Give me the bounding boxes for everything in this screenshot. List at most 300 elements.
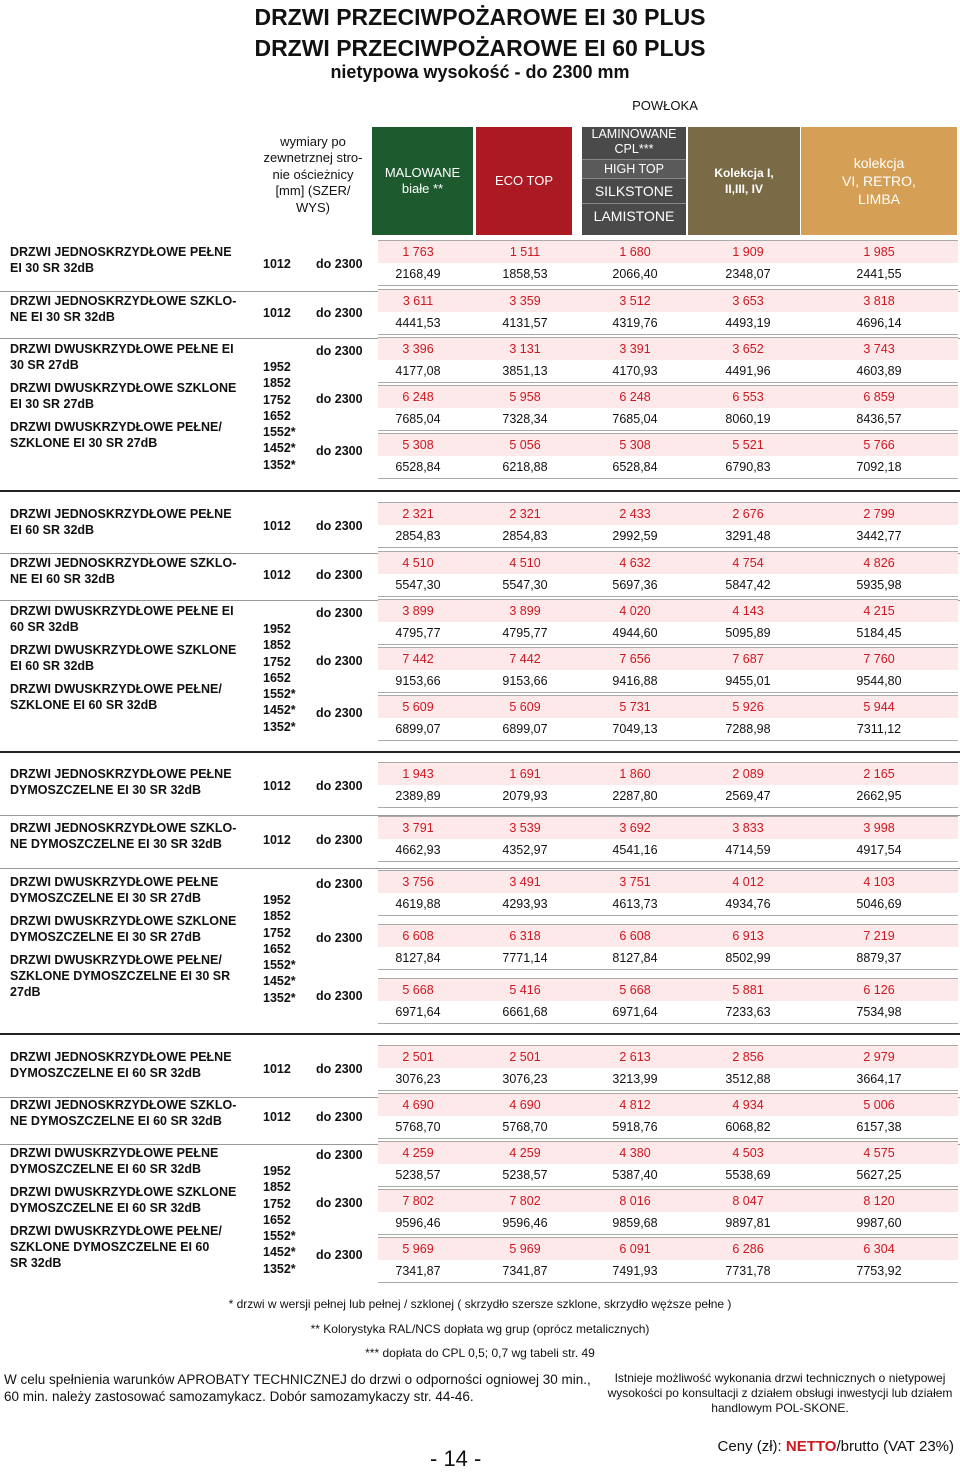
footer-note-left: W celu spełnienia warunków APROBATY TECHNICZNEJ do drzwi o odporności ogniowej 30 min., 60 min. należy zastosować samozamykacz. Dobór samozamykaczy str. 44-46. xyxy=(4,1372,591,1404)
gross-price-row xyxy=(378,1116,958,1139)
net-price: 3 611 xyxy=(402,294,434,308)
net-price: 3 998 xyxy=(863,821,895,835)
net-price: 8 016 xyxy=(619,1194,651,1208)
net-price: 2 856 xyxy=(732,1050,764,1064)
door-height: do 2300 xyxy=(316,1248,363,1262)
product-description-line xyxy=(10,674,246,681)
product-description xyxy=(10,341,246,451)
net-price-row xyxy=(378,816,958,839)
gross-price: 2389,89 xyxy=(395,789,441,803)
gross-price: 6971,64 xyxy=(612,1005,658,1019)
door-width: 1452* xyxy=(263,441,296,456)
product-description-line: DRZWI JEDNOSKRZYDŁOWE PEŁNE xyxy=(10,245,232,259)
gross-price: 3664,17 xyxy=(856,1072,902,1086)
row-divider xyxy=(0,868,960,869)
gross-price: 7233,63 xyxy=(725,1005,771,1019)
net-price: 6 286 xyxy=(732,1242,764,1256)
gross-price: 9859,68 xyxy=(612,1216,658,1230)
net-price: 7 802 xyxy=(509,1194,541,1208)
eco-top-header: ECO TOP xyxy=(476,127,572,235)
door-width: 1752 xyxy=(263,925,291,940)
dims-header-line: wymiary po xyxy=(280,133,346,149)
gross-price: 9544,80 xyxy=(856,674,902,688)
gross-price: 5627,25 xyxy=(856,1168,902,1182)
net-price: 6 859 xyxy=(863,390,895,404)
gross-price: 7491,93 xyxy=(612,1264,658,1278)
net-price: 3 791 xyxy=(402,821,434,835)
net-price: 5 731 xyxy=(619,700,651,714)
gross-price-row xyxy=(378,312,958,335)
door-width: 1652 xyxy=(263,408,291,423)
gross-price-row xyxy=(378,1068,958,1091)
net-price-row xyxy=(378,978,958,1001)
door-height: do 2300 xyxy=(316,833,363,847)
net-price: 1 943 xyxy=(402,767,434,781)
collection-1-header: Kolekcja I, II,III, IV xyxy=(688,127,800,235)
product-description-line xyxy=(10,412,246,419)
net-price-row xyxy=(378,1237,958,1260)
gross-price: 5918,76 xyxy=(612,1120,658,1134)
door-height: do 2300 xyxy=(316,606,363,620)
net-price: 3 743 xyxy=(863,342,895,356)
gross-price: 4944,60 xyxy=(612,626,658,640)
coating-header: POWŁOKA xyxy=(632,98,698,113)
gross-price: 4613,73 xyxy=(612,897,658,911)
product-description xyxy=(10,1145,246,1271)
product-description-line: DRZWI DWUSKRZYDŁOWE SZKLONE xyxy=(10,643,237,657)
gross-price: 2569,47 xyxy=(725,789,771,803)
door-width: 1012 xyxy=(263,568,291,582)
gross-price: 4541,16 xyxy=(612,843,658,857)
net-price: 6 913 xyxy=(732,929,764,943)
door-width: 1012 xyxy=(263,779,291,793)
net-price: 4 215 xyxy=(863,604,895,618)
net-price: 7 802 xyxy=(402,1194,434,1208)
door-width: 1012 xyxy=(263,1110,291,1124)
product-description-line: EI 30 SR 32dB xyxy=(10,261,95,275)
door-width: 1852 xyxy=(263,909,291,924)
product-description-line: DYMOSZCZELNE EI 60 SR 32dB xyxy=(10,1201,202,1215)
gross-price: 5547,30 xyxy=(395,578,441,592)
door-width: 1012 xyxy=(263,519,291,533)
gross-price: 6661,68 xyxy=(502,1005,548,1019)
gross-price: 4319,76 xyxy=(612,316,658,330)
gross-price: 5184,45 xyxy=(856,626,902,640)
gross-price: 8060,19 xyxy=(725,412,771,426)
gross-price-row xyxy=(378,1001,958,1024)
product-description-line xyxy=(10,1216,246,1223)
gross-price: 6790,83 xyxy=(725,460,771,474)
net-price: 4 510 xyxy=(402,556,434,570)
net-price: 3 756 xyxy=(402,875,434,889)
net-price: 5 006 xyxy=(863,1098,895,1112)
net-price: 4 259 xyxy=(509,1146,541,1160)
gross-price: 8879,37 xyxy=(856,951,902,965)
gross-price: 6068,82 xyxy=(725,1120,771,1134)
product-description-line: DRZWI JEDNOSKRZYDŁOWE PEŁNE xyxy=(10,767,232,781)
gross-price: 5538,69 xyxy=(725,1168,771,1182)
gross-price: 9455,01 xyxy=(725,674,771,688)
gross-price: 2168,49 xyxy=(395,267,441,281)
gross-price: 6528,84 xyxy=(395,460,441,474)
product-description-line: DRZWI JEDNOSKRZYDŁOWE SZKLO- xyxy=(10,294,237,308)
net-price: 4 632 xyxy=(619,556,651,570)
gross-price: 4795,77 xyxy=(395,626,441,640)
net-price: 3 899 xyxy=(402,604,434,618)
product-description-line: DRZWI DWUSKRZYDŁOWE PEŁNE/ xyxy=(10,953,222,967)
note-2: ** Kolorystyka RAL/NCS dopłata wg grup (oprócz metalicznych) xyxy=(310,1322,650,1336)
gross-price: 4696,14 xyxy=(856,316,902,330)
gross-price: 2441,55 xyxy=(856,267,902,281)
door-height: do 2300 xyxy=(316,392,363,406)
gross-price: 3291,48 xyxy=(725,529,771,543)
net-price: 6 608 xyxy=(402,929,434,943)
net-price: 3 751 xyxy=(619,875,651,889)
gross-price: 5768,70 xyxy=(395,1120,441,1134)
door-height: do 2300 xyxy=(316,877,363,891)
product-description-line: DRZWI JEDNOSKRZYDŁOWE SZKLO- xyxy=(10,556,237,570)
gross-price: 4293,93 xyxy=(502,897,548,911)
door-width: 1652 xyxy=(263,941,291,956)
net-price: 7 760 xyxy=(863,652,895,666)
door-height: do 2300 xyxy=(316,706,363,720)
net-price: 5 308 xyxy=(402,438,434,452)
gross-price: 9596,46 xyxy=(395,1216,441,1230)
gross-price: 5238,57 xyxy=(502,1168,548,1182)
net-price-row xyxy=(378,1045,958,1068)
net-price: 3 491 xyxy=(509,875,541,889)
door-width: 1952 xyxy=(263,1164,291,1178)
gross-price: 3213,99 xyxy=(612,1072,658,1086)
net-price-row xyxy=(378,924,958,947)
net-price-row xyxy=(378,337,958,360)
net-price: 5 944 xyxy=(863,700,895,714)
net-price: 1 763 xyxy=(402,245,434,259)
net-price-row xyxy=(378,502,958,525)
door-width: 1752 xyxy=(263,392,291,407)
net-price: 4 575 xyxy=(863,1146,895,1160)
product-description-line: SZKLONE EI 60 SR 32dB xyxy=(10,698,158,712)
product-description-line: DRZWI DWUSKRZYDŁOWE PEŁNE xyxy=(10,875,219,889)
net-price: 4 812 xyxy=(619,1098,651,1112)
door-widths xyxy=(263,359,296,473)
net-price: 5 766 xyxy=(863,438,895,452)
product-description xyxy=(10,555,246,587)
gross-price: 9153,66 xyxy=(502,674,548,688)
gross-price: 4491,96 xyxy=(725,364,771,378)
gross-price-row xyxy=(378,718,958,741)
product-description-line: DRZWI JEDNOSKRZYDŁOWE PEŁNE xyxy=(10,1050,232,1064)
gross-price: 8502,99 xyxy=(725,951,771,965)
title-ei60: DRZWI PRZECIWPOŻAROWE EI 60 PLUS xyxy=(254,35,706,61)
net-price: 5 609 xyxy=(402,700,434,714)
net-price: 2 501 xyxy=(402,1050,434,1064)
net-price: 5 969 xyxy=(509,1242,541,1256)
net-price: 4 690 xyxy=(509,1098,541,1112)
product-description-line: 30 SR 27dB xyxy=(10,358,79,372)
gross-price-row xyxy=(378,947,958,970)
gross-price: 4131,57 xyxy=(502,316,548,330)
gross-price: 3442,77 xyxy=(856,529,902,543)
door-height: do 2300 xyxy=(316,989,363,1003)
gross-price: 2079,93 xyxy=(502,789,548,803)
product-description-line: 27dB xyxy=(10,985,41,999)
gross-price: 7753,92 xyxy=(856,1264,902,1278)
product-description-line: DRZWI DWUSKRZYDŁOWE SZKLONE xyxy=(10,914,237,928)
product-description xyxy=(10,244,246,276)
product-description-line: SZKLONE DYMOSZCZELNE EI 60 xyxy=(10,1240,210,1254)
net-price: 6 553 xyxy=(732,390,764,404)
net-price: 3 653 xyxy=(732,294,764,308)
net-price: 1 680 xyxy=(619,245,651,259)
product-description-line: DRZWI DWUSKRZYDŁOWE PEŁNE/ xyxy=(10,682,222,696)
net-price: 4 143 xyxy=(732,604,764,618)
gross-price-row xyxy=(378,360,958,383)
product-description-line xyxy=(10,373,246,380)
net-price: 1 511 xyxy=(509,245,541,259)
door-height: do 2300 xyxy=(316,306,363,320)
net-price: 4 259 xyxy=(402,1146,434,1160)
net-price: 2 799 xyxy=(863,507,895,521)
gross-price: 8127,84 xyxy=(612,951,658,965)
gross-price: 5095,89 xyxy=(725,626,771,640)
gross-price: 4603,89 xyxy=(856,364,902,378)
net-price: 6 248 xyxy=(619,390,651,404)
painted-header: MALOWANE białe ** xyxy=(372,127,473,235)
gross-price: 3076,23 xyxy=(502,1072,548,1086)
net-price: 5 881 xyxy=(732,983,764,997)
product-description-line: DRZWI DWUSKRZYDŁOWE PEŁNE xyxy=(10,1146,219,1160)
door-height: do 2300 xyxy=(316,444,363,458)
door-height: do 2300 xyxy=(316,344,363,358)
door-width: 1352* xyxy=(263,719,296,734)
gross-price: 1858,53 xyxy=(502,267,548,281)
door-width: 1852 xyxy=(263,376,291,391)
door-width: 1352* xyxy=(263,1261,296,1276)
gross-price: 4662,93 xyxy=(395,843,441,857)
net-price: 6 248 xyxy=(402,390,434,404)
note-3: *** dopłata do CPL 0,5; 0,7 wg tabeli str. 49 xyxy=(365,1346,595,1360)
laminated-header: LAMINOWANE CPL*** HIGH TOP SILKSTONE LAMISTONE xyxy=(582,127,686,235)
gross-price: 3076,23 xyxy=(395,1072,441,1086)
net-price: 5 668 xyxy=(619,983,651,997)
product-description-line: DRZWI DWUSKRZYDŁOWE PEŁNE EI xyxy=(10,604,234,618)
gross-price-row xyxy=(378,525,958,548)
door-height: do 2300 xyxy=(316,931,363,945)
net-price-row xyxy=(378,599,958,622)
net-price-row xyxy=(378,647,958,670)
door-width: 1852 xyxy=(263,638,291,653)
gross-price-row xyxy=(378,263,958,286)
gross-price: 5768,70 xyxy=(502,1120,548,1134)
net-price: 4 103 xyxy=(863,875,895,889)
net-price-row xyxy=(378,1093,958,1116)
net-price: 4 020 xyxy=(619,604,651,618)
net-price-row xyxy=(378,1141,958,1164)
gross-price: 4441,53 xyxy=(395,316,441,330)
dims-header-line: WYS) xyxy=(296,199,330,215)
net-price: 2 165 xyxy=(863,767,895,781)
gross-price: 7685,04 xyxy=(612,412,658,426)
net-price: 3 391 xyxy=(619,342,651,356)
net-price: 6 304 xyxy=(863,1242,895,1256)
net-price: 2 433 xyxy=(619,507,651,521)
gross-price-row xyxy=(378,408,958,431)
product-description-line xyxy=(10,1177,246,1184)
net-price: 3 899 xyxy=(509,604,541,618)
product-description xyxy=(10,293,246,325)
product-description-line: DRZWI JEDNOSKRZYDŁOWE SZKLO- xyxy=(10,1098,237,1112)
net-price-row xyxy=(378,433,958,456)
gross-price: 7328,34 xyxy=(502,412,548,426)
net-price: 4 012 xyxy=(732,875,764,889)
section-divider xyxy=(0,1033,960,1035)
product-description-line: DYMOSZCZELNE EI 30 SR 27dB xyxy=(10,891,202,905)
product-description-line: DYMOSZCZELNE EI 30 SR 27dB xyxy=(10,930,202,944)
product-description-line: DRZWI JEDNOSKRZYDŁOWE PEŁNE xyxy=(10,507,232,521)
gross-price: 2348,07 xyxy=(725,267,771,281)
door-width: 1752 xyxy=(263,1196,291,1211)
door-widths xyxy=(263,1163,296,1277)
net-price: 3 131 xyxy=(509,342,541,356)
section-divider xyxy=(0,751,960,753)
net-price: 1 985 xyxy=(863,245,895,259)
net-price: 6 318 xyxy=(509,929,541,943)
door-width: 1352* xyxy=(263,990,296,1005)
net-price: 2 089 xyxy=(732,767,764,781)
door-width: 1852 xyxy=(263,1180,291,1195)
product-description-line: SR 32dB xyxy=(10,1256,62,1270)
product-description-line: SZKLONE EI 30 SR 27dB xyxy=(10,436,158,450)
gross-price: 7685,04 xyxy=(395,412,441,426)
net-price: 6 126 xyxy=(863,983,895,997)
net-price: 2 979 xyxy=(863,1050,895,1064)
product-description-line xyxy=(10,635,246,642)
product-description-line: DRZWI JEDNOSKRZYDŁOWE SZKLO- xyxy=(10,821,237,835)
product-description xyxy=(10,766,246,798)
product-description-line: DRZWI DWUSKRZYDŁOWE PEŁNE/ xyxy=(10,420,222,434)
note-1: * drzwi w wersji pełnej lub pełnej / szklonej ( skrzydło szersze szklone, skrzydło węższe pełne ) xyxy=(228,1297,732,1311)
product-description-line: NE DYMOSZCZELNE EI 30 SR 32dB xyxy=(10,837,222,851)
door-width: 1012 xyxy=(263,833,291,847)
net-price: 5 308 xyxy=(619,438,651,452)
net-price: 5 958 xyxy=(509,390,541,404)
product-description-line: DRZWI DWUSKRZYDŁOWE SZKLONE xyxy=(10,381,237,395)
gross-price: 7771,14 xyxy=(502,951,548,965)
gross-price: 4619,88 xyxy=(395,897,441,911)
product-description-line: DYMOSZCZELNE EI 30 SR 32dB xyxy=(10,783,202,797)
net-price: 8 047 xyxy=(732,1194,764,1208)
dims-header xyxy=(258,115,368,235)
product-description-line: EI 30 SR 27dB xyxy=(10,397,95,411)
door-width: 1452* xyxy=(263,703,296,718)
dims-header-line: zewnetrznej stro- xyxy=(263,150,363,166)
net-price: 4 690 xyxy=(402,1098,434,1112)
door-width: 1552* xyxy=(263,687,296,702)
gross-price: 9153,66 xyxy=(395,674,441,688)
gross-price-row xyxy=(378,622,958,645)
gross-price: 6528,84 xyxy=(612,460,658,474)
door-height: do 2300 xyxy=(316,568,363,582)
page-number: - 14 - xyxy=(430,1446,482,1471)
collection-2-header: kolekcja VI, RETRO, LIMBA xyxy=(801,127,957,235)
gross-price: 6157,38 xyxy=(856,1120,902,1134)
net-price-row xyxy=(378,385,958,408)
net-price: 3 818 xyxy=(863,294,895,308)
gross-price: 6899,07 xyxy=(395,722,441,736)
net-price: 3 692 xyxy=(619,821,651,835)
footer-note-right: Istnieje możliwość wykonania drzwi technicznych o nietypowej wysokości po konsultacji z działem obsługi inwestycji lub działem handlowym POL-SKONE. xyxy=(607,1371,953,1415)
product-description-line xyxy=(10,945,246,952)
door-width: 1352* xyxy=(263,457,296,472)
gross-price: 4493,19 xyxy=(725,316,771,330)
net-price: 2 321 xyxy=(402,507,434,521)
gross-price: 7341,87 xyxy=(395,1264,441,1278)
gross-price-row xyxy=(378,1164,958,1187)
gross-price: 5046,69 xyxy=(856,897,902,911)
door-width: 1452* xyxy=(263,1245,296,1260)
net-price: 5 416 xyxy=(509,983,541,997)
door-width: 1452* xyxy=(263,974,296,989)
gross-price: 6971,64 xyxy=(395,1005,441,1019)
net-price: 7 656 xyxy=(619,652,651,666)
product-description-line: DRZWI DWUSKRZYDŁOWE PEŁNE/ xyxy=(10,1224,222,1238)
product-description xyxy=(10,603,246,713)
net-price: 1 860 xyxy=(619,767,651,781)
door-width: 1552* xyxy=(263,425,296,440)
gross-price: 7341,87 xyxy=(502,1264,548,1278)
product-description-line: DYMOSZCZELNE EI 60 SR 32dB xyxy=(10,1066,202,1080)
product-description-line: NE DYMOSZCZELNE EI 60 SR 32dB xyxy=(10,1114,222,1128)
net-price: 4 510 xyxy=(509,556,541,570)
gross-price: 4795,77 xyxy=(502,626,548,640)
net-price: 1 691 xyxy=(509,767,541,781)
product-description-line: EI 60 SR 32dB xyxy=(10,523,95,537)
gross-price: 4917,54 xyxy=(856,843,902,857)
gross-price: 9416,88 xyxy=(612,674,658,688)
door-width: 1012 xyxy=(263,306,291,320)
net-price: 3 396 xyxy=(402,342,434,356)
door-width: 1652 xyxy=(263,1212,291,1227)
net-price: 5 056 xyxy=(509,438,541,452)
net-price: 5 969 xyxy=(402,1242,434,1256)
gross-price: 6218,88 xyxy=(502,460,548,474)
door-widths xyxy=(263,892,296,1006)
door-height: do 2300 xyxy=(316,654,363,668)
net-price: 6 608 xyxy=(619,929,651,943)
gross-price: 7311,12 xyxy=(856,722,902,736)
net-price: 7 687 xyxy=(732,652,764,666)
net-price-row xyxy=(378,551,958,574)
product-description-line: EI 60 SR 32dB xyxy=(10,659,95,673)
gross-price: 9596,46 xyxy=(502,1216,548,1230)
product-description xyxy=(10,1097,246,1129)
door-width: 1952 xyxy=(263,360,291,374)
gross-price: 6899,07 xyxy=(502,722,548,736)
net-price: 2 613 xyxy=(619,1050,651,1064)
net-price: 4 826 xyxy=(863,556,895,570)
net-price-row xyxy=(378,240,958,263)
gross-price: 7049,13 xyxy=(612,722,658,736)
gross-price: 3851,13 xyxy=(502,364,548,378)
gross-price: 7534,98 xyxy=(856,1005,902,1019)
gross-price: 2662,95 xyxy=(856,789,902,803)
gross-price: 7092,18 xyxy=(856,460,902,474)
gross-price-row xyxy=(378,893,958,916)
gross-price: 2287,80 xyxy=(612,789,658,803)
product-description-line: DRZWI DWUSKRZYDŁOWE PEŁNE EI xyxy=(10,342,234,356)
gross-price: 4352,97 xyxy=(502,843,548,857)
